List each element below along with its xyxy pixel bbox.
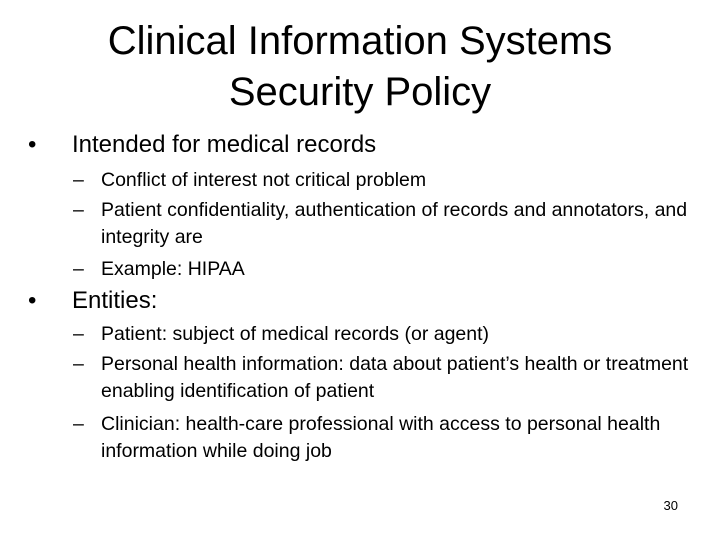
subitem-marker: – — [73, 258, 84, 280]
subitem-text: Example: HIPAA — [101, 258, 245, 280]
slide-title-line-1: Clinical Information Systems — [107, 19, 613, 63]
bullet-text: Intended for medical records — [72, 131, 377, 158]
subitem-marker: – — [73, 323, 84, 345]
bullet-marker: • — [28, 287, 37, 314]
slide-title — [40, 16, 680, 118]
subitem-text: Conflict of interest not critical problem — [101, 169, 427, 191]
subitem-marker: – — [73, 353, 84, 375]
slide-title-line-2: Security Policy — [228, 70, 492, 114]
page-number: 30 — [663, 498, 678, 513]
subitem-text: Patient: subject of medical records (or agent) — [101, 323, 490, 345]
subitem-text: Patient confidentiality, authentication of records and annotators, and integrity are — [101, 199, 688, 248]
subitem-text: Personal health information: data about patient’s health or treatment enabling identification of patient — [101, 353, 689, 402]
subitem-marker: – — [73, 199, 84, 221]
subitem-marker: – — [73, 413, 84, 435]
bullet-text: Entities: — [72, 287, 158, 314]
subitem-text: Clinician: health-care professional with access to personal health information while doing job — [101, 413, 661, 462]
bullet-marker: • — [28, 131, 37, 158]
subitem-marker: – — [73, 169, 84, 191]
